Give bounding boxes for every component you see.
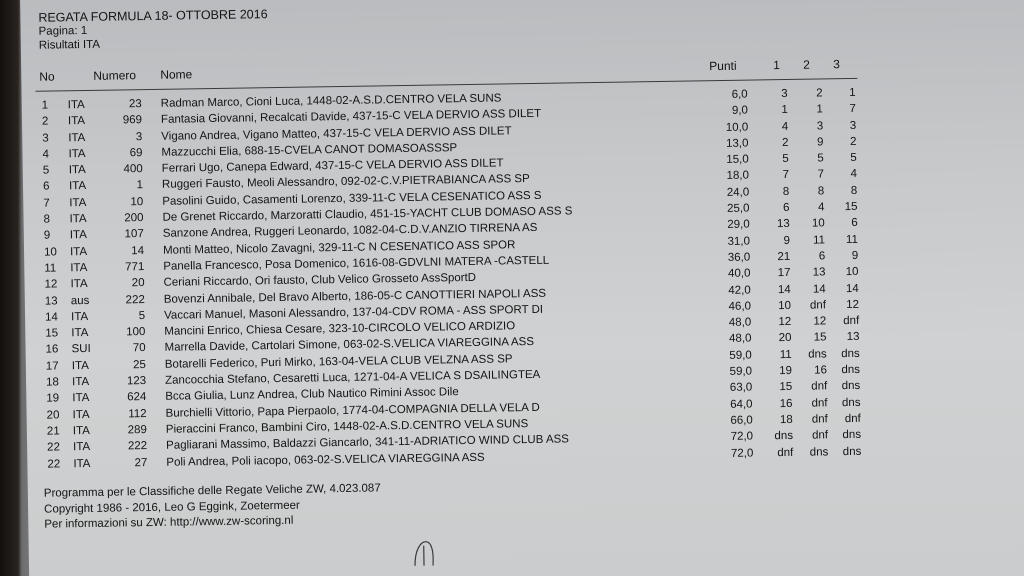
race-2-cell: dnf bbox=[811, 413, 828, 426]
race-2-cell: 2 bbox=[816, 87, 823, 100]
nation-cell: ITA bbox=[68, 164, 86, 177]
column-header-nome: Nome bbox=[160, 67, 193, 82]
rank-cell: 22 bbox=[47, 457, 61, 471]
crew-club-cell: De Grenet Riccardo, Marzoratti Claudio, 451-15-YACHT CLUB DOMASO ASS S bbox=[162, 205, 573, 224]
nation-cell: ITA bbox=[69, 196, 87, 210]
crew-club-cell: Panella Francesco, Posa Domenico, 1616-08-GDVLNI MATERA -CASTELL bbox=[163, 254, 550, 273]
race-3-cell: 5 bbox=[850, 152, 857, 165]
sail-number-cell: 23 bbox=[128, 98, 142, 111]
rank-cell: 4 bbox=[42, 148, 50, 161]
nation-cell: aus bbox=[70, 294, 90, 307]
crew-club-cell: Radman Marco, Cioni Luca, 1448-02-A.S.D.CENTRO VELA SUNS bbox=[160, 92, 502, 110]
race-2-cell: 10 bbox=[811, 217, 825, 230]
column-header-race-1: 1 bbox=[773, 58, 781, 73]
sail-number-cell: 624 bbox=[127, 391, 147, 404]
race-2-cell: dns bbox=[809, 445, 829, 459]
crew-club-cell: Vigano Andrea, Vigano Matteo, 437-15-C VELA DERVIO ASS DILET bbox=[161, 124, 512, 143]
nation-cell: ITA bbox=[70, 278, 88, 291]
points-cell: 64,0 bbox=[730, 398, 753, 411]
footer-info: Per informazioni su ZW: http://www.zw-scoring.nl bbox=[44, 514, 294, 531]
race-3-cell: dns bbox=[841, 347, 860, 360]
sail-number-cell: 100 bbox=[126, 326, 146, 339]
race-3-cell: 14 bbox=[845, 282, 859, 295]
points-cell: 66,0 bbox=[730, 414, 753, 427]
rank-cell: 19 bbox=[46, 392, 60, 405]
rank-cell: 21 bbox=[46, 425, 60, 438]
rank-cell: 10 bbox=[43, 246, 57, 259]
race-1-cell: 12 bbox=[778, 316, 792, 329]
race-2-cell: dnf bbox=[811, 429, 829, 442]
race-3-cell: dns bbox=[841, 396, 861, 409]
points-cell: 18,0 bbox=[726, 170, 750, 183]
crew-club-cell: Pieraccini Franco, Bambini Ciro, 1448-02-A.S.D.CENTRO VELA SUNS bbox=[165, 418, 529, 436]
rank-cell: 9 bbox=[43, 229, 51, 243]
race-1-cell: 19 bbox=[779, 364, 793, 378]
column-header-numero: Numero bbox=[93, 68, 137, 83]
points-cell: 46,0 bbox=[728, 300, 752, 313]
rank-cell: 15 bbox=[45, 327, 59, 340]
race-3-cell: 8 bbox=[850, 184, 858, 197]
nation-cell: ITA bbox=[72, 376, 90, 389]
nation-cell: ITA bbox=[69, 213, 87, 226]
race-1-cell: 14 bbox=[777, 283, 791, 296]
sail-number-cell: 400 bbox=[123, 163, 143, 176]
race-1-cell: 10 bbox=[778, 299, 792, 312]
crew-club-cell: Monti Matteo, Nicolo Zavagni, 329-11-C N CESENATICO ASS SPOR bbox=[162, 238, 516, 257]
crew-club-cell: Bovenzi Annibale, Del Bravo Alberto, 186-05-C CANOTTIERI NAPOLI ASS bbox=[163, 287, 547, 306]
sail-number-cell: 70 bbox=[132, 342, 146, 355]
sail-number-cell: 14 bbox=[131, 244, 145, 257]
column-header-no: No bbox=[39, 69, 55, 84]
points-cell: 29,0 bbox=[727, 218, 750, 232]
race-1-cell: 17 bbox=[777, 267, 791, 280]
crew-club-cell: Poli Andrea, Poli iacopo, 063-02-S.VELICA VIAREGGINA ASS bbox=[166, 451, 485, 469]
race-3-cell: dns bbox=[842, 429, 862, 442]
race-1-cell: 3 bbox=[781, 87, 788, 101]
rank-cell: 14 bbox=[44, 311, 58, 324]
rank-cell: 8 bbox=[43, 213, 51, 226]
race-2-cell: 9 bbox=[816, 136, 824, 149]
handwritten-mark-icon bbox=[409, 535, 439, 565]
race-3-cell: 4 bbox=[850, 168, 858, 181]
column-header-race-3: 3 bbox=[833, 57, 841, 72]
race-1-cell: 15 bbox=[779, 381, 793, 394]
rank-cell: 5 bbox=[42, 164, 50, 177]
results-sheet bbox=[20, 0, 1024, 576]
race-2-cell: dnf bbox=[811, 397, 828, 410]
race-2-cell: dns bbox=[808, 348, 827, 361]
race-2-cell: 3 bbox=[816, 119, 824, 133]
points-cell: 36,0 bbox=[727, 251, 751, 264]
race-2-cell: dnf bbox=[809, 299, 827, 312]
sail-number-cell: 107 bbox=[124, 228, 144, 241]
race-1-cell: 1 bbox=[781, 104, 789, 117]
rank-cell: 13 bbox=[44, 295, 58, 308]
points-cell: 48,0 bbox=[729, 333, 752, 346]
crew-club-cell: Sanzone Andrea, Ruggeri Leonardo, 1082-04-C.D.V.ANZIO TIRRENA AS bbox=[162, 222, 538, 241]
race-1-cell: 16 bbox=[779, 397, 793, 410]
race-1-cell: 2 bbox=[781, 136, 789, 149]
sail-number-cell: 27 bbox=[134, 456, 148, 469]
race-3-cell: 2 bbox=[849, 135, 857, 148]
points-cell: 48,0 bbox=[728, 316, 752, 330]
race-2-cell: 8 bbox=[817, 185, 825, 198]
race-1-cell: 5 bbox=[782, 153, 789, 166]
race-3-cell: 7 bbox=[849, 103, 857, 116]
rank-cell: 11 bbox=[44, 262, 57, 275]
sail-number-cell: 222 bbox=[127, 440, 148, 453]
race-2-cell: 14 bbox=[812, 282, 826, 296]
crew-club-cell: Mancini Enrico, Chiesa Cesare, 323-10-CIRCOLO VELICO ARDIZIO bbox=[164, 320, 516, 338]
crew-club-cell: Vaccari Manuel, Masoni Alessandro, 137-04-CDV ROMA - ASS SPORT DI bbox=[163, 303, 544, 322]
points-cell: 9,0 bbox=[731, 104, 749, 118]
nation-cell: ITA bbox=[69, 245, 88, 258]
sail-number-cell: 123 bbox=[126, 375, 147, 388]
race-3-cell: dns bbox=[841, 380, 861, 393]
race-2-cell: 7 bbox=[817, 168, 825, 181]
race-1-cell: dnf bbox=[777, 446, 794, 459]
rank-cell: 20 bbox=[46, 409, 60, 422]
race-3-cell: dns bbox=[842, 445, 862, 458]
race-3-cell: 1 bbox=[849, 86, 856, 99]
race-3-cell: dnf bbox=[844, 412, 861, 426]
sail-number-cell: 10 bbox=[130, 195, 144, 209]
rank-cell: 12 bbox=[44, 278, 58, 291]
sail-number-cell: 69 bbox=[129, 146, 143, 160]
nation-cell: ITA bbox=[73, 457, 91, 470]
rank-cell: 18 bbox=[46, 376, 59, 389]
results-table bbox=[22, 84, 928, 473]
regatta-title: REGATA FORMULA 18- OTTOBRE 2016 bbox=[38, 7, 268, 25]
race-3-cell: 3 bbox=[849, 119, 857, 132]
rank-cell: 22 bbox=[47, 441, 61, 454]
column-header-race-2: 2 bbox=[803, 57, 811, 72]
race-1-cell: 7 bbox=[782, 169, 790, 182]
points-cell: 72,0 bbox=[730, 447, 754, 460]
race-3-cell: 10 bbox=[845, 266, 859, 279]
nation-cell: ITA bbox=[71, 327, 89, 340]
race-2-cell: 15 bbox=[813, 331, 827, 345]
points-cell: 13,0 bbox=[725, 137, 749, 150]
nation-cell: ITA bbox=[72, 408, 90, 421]
race-1-cell: 9 bbox=[783, 234, 791, 247]
race-3-cell: 9 bbox=[851, 249, 859, 262]
crew-club-cell: Ferrari Ugo, Canepa Edward, 437-15-C VELA DERVIO ASS DILET bbox=[161, 157, 504, 175]
crew-club-cell: Burchielli Vittorio, Papa Pierpaolo, 1774-04-COMPAGNIA DELLA VELA D bbox=[165, 401, 540, 420]
race-1-cell: 11 bbox=[779, 348, 792, 361]
points-cell: 15,0 bbox=[726, 153, 749, 167]
race-3-cell: 13 bbox=[846, 331, 860, 344]
column-header-punti: Punti bbox=[709, 58, 737, 74]
rank-cell: 1 bbox=[41, 99, 49, 112]
race-2-cell: 13 bbox=[812, 266, 826, 279]
sail-number-cell: 1 bbox=[136, 179, 144, 192]
race-2-cell: 12 bbox=[813, 315, 827, 328]
race-2-cell: 1 bbox=[816, 103, 824, 116]
crew-club-cell: Botarelli Federico, Puri Mirko, 163-04-VELA CLUB VELZNA ASS SP bbox=[164, 353, 513, 371]
race-3-cell: 11 bbox=[845, 233, 859, 246]
race-1-cell: 4 bbox=[781, 120, 789, 133]
points-cell: 6,0 bbox=[731, 88, 748, 101]
points-cell: 72,0 bbox=[730, 430, 754, 444]
race-2-cell: 5 bbox=[817, 152, 824, 165]
crew-club-cell: Marrella Davide, Cartolari Simone, 063-02-S.VELICA VIAREGGINA ASS bbox=[164, 336, 535, 355]
nation-cell: ITA bbox=[73, 441, 91, 454]
race-2-cell: 4 bbox=[817, 201, 825, 214]
points-cell: 63,0 bbox=[729, 381, 753, 395]
crew-club-cell: Fantasia Giovanni, Recalcati Davide, 437-15-C VELA DERVIO ASS DILET bbox=[160, 108, 542, 127]
points-cell: 42,0 bbox=[728, 284, 751, 297]
race-3-cell: 15 bbox=[844, 200, 858, 214]
footer-copyright: Copyright 1986 - 2016, Leo G Eggink, Zoetermeer bbox=[44, 499, 300, 516]
race-1-cell: dns bbox=[774, 430, 794, 443]
nation-cell: ITA bbox=[68, 147, 86, 161]
race-3-cell: 6 bbox=[851, 217, 858, 230]
sail-number-cell: 289 bbox=[127, 423, 147, 437]
race-2-cell: 6 bbox=[818, 250, 826, 263]
sail-number-cell: 5 bbox=[138, 309, 146, 323]
crew-club-cell: Zancocchia Stefano, Cesaretti Luca, 1271-04-A VELICA S DSAILINGTEA bbox=[164, 368, 541, 387]
nation-cell: SUI bbox=[71, 343, 91, 356]
nation-cell: ITA bbox=[72, 424, 91, 438]
footer-program: Programma per le Classifiche delle Regate Veliche ZW, 4.023.087 bbox=[43, 482, 381, 500]
results-label: Risultati ITA bbox=[38, 38, 101, 52]
race-1-cell: 8 bbox=[782, 185, 790, 198]
race-2-cell: 11 bbox=[812, 234, 826, 247]
crew-club-cell: Mazzucchi Elia, 688-15-CVELA CANOT DOMASOASSSP bbox=[161, 142, 458, 159]
crew-club-cell: Pasolini Guido, Casamenti Lorenzo, 339-11-C VELA CESENATICO ASS S bbox=[162, 189, 542, 208]
crew-club-cell: Ruggeri Fausto, Meoli Alessandro, 092-02-C.V.PIETRABIANCA ASS SP bbox=[161, 173, 530, 192]
rank-cell: 16 bbox=[45, 343, 59, 357]
sail-number-cell: 200 bbox=[124, 212, 144, 225]
sail-number-cell: 3 bbox=[135, 130, 143, 143]
crew-club-cell: Bcca Giulia, Lunz Andrea, Club Nautico Rimini Assoc Dile bbox=[165, 386, 459, 404]
points-cell: 25,0 bbox=[726, 202, 750, 215]
nation-cell: ITA bbox=[72, 392, 90, 405]
nation-cell: ITA bbox=[70, 261, 88, 275]
race-3-cell: dnf bbox=[843, 315, 860, 328]
nation-cell: ITA bbox=[67, 98, 85, 112]
sail-number-cell: 25 bbox=[132, 358, 146, 372]
nation-cell: ITA bbox=[68, 180, 87, 193]
race-1-cell: 13 bbox=[776, 218, 790, 231]
points-cell: 31,0 bbox=[727, 235, 751, 248]
nation-cell: ITA bbox=[71, 359, 89, 372]
nation-cell: ITA bbox=[69, 229, 87, 242]
sail-number-cell: 112 bbox=[128, 407, 147, 420]
race-1-cell: 21 bbox=[777, 250, 791, 264]
sail-number-cell: 222 bbox=[125, 293, 145, 306]
sail-number-cell: 20 bbox=[131, 277, 145, 290]
nation-cell: ITA bbox=[67, 115, 86, 128]
rank-cell: 17 bbox=[45, 360, 59, 373]
rank-cell: 7 bbox=[43, 197, 50, 210]
crew-club-cell: Pagliarani Massimo, Baldazzi Giancarlo, 341-11-ADRIATICO WIND CLUB ASS bbox=[166, 433, 570, 452]
race-2-cell: dnf bbox=[811, 380, 828, 393]
nation-cell: ITA bbox=[70, 310, 89, 324]
rank-cell: 2 bbox=[41, 115, 49, 128]
sail-number-cell: 771 bbox=[125, 261, 145, 274]
rank-cell: 6 bbox=[42, 181, 50, 194]
race-1-cell: 6 bbox=[782, 202, 790, 215]
sail-number-cell: 969 bbox=[122, 114, 143, 127]
race-2-cell: 16 bbox=[814, 364, 828, 377]
race-3-cell: dns bbox=[841, 363, 861, 377]
race-1-cell: 20 bbox=[778, 332, 792, 345]
points-cell: 24,0 bbox=[726, 186, 750, 199]
points-cell: 59,0 bbox=[729, 349, 752, 362]
points-cell: 10,0 bbox=[725, 121, 749, 134]
page-number: Pagina: 1 bbox=[38, 24, 88, 38]
nation-cell: ITA bbox=[68, 131, 86, 144]
crew-club-cell: Ceriani Riccardo, Ori fausto, Club Velico Grosseto AssSportD bbox=[163, 272, 477, 290]
race-3-cell: 12 bbox=[846, 298, 860, 311]
rank-cell: 3 bbox=[42, 132, 49, 145]
points-cell: 59,0 bbox=[729, 365, 753, 378]
race-1-cell: 18 bbox=[779, 413, 793, 427]
points-cell: 40,0 bbox=[728, 267, 751, 281]
